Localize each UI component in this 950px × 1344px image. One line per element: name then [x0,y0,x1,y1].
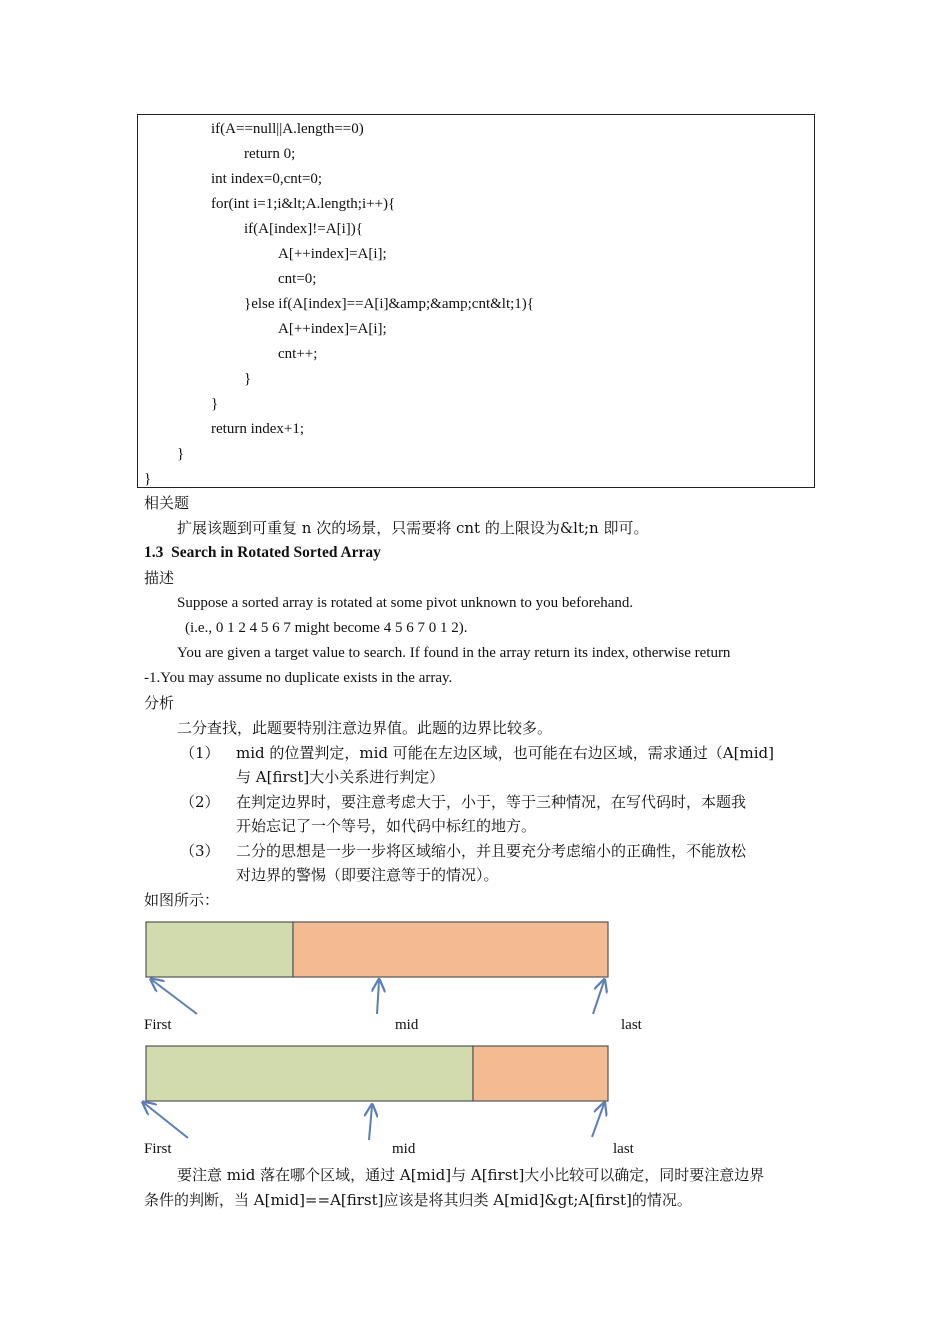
code-line: } [177,446,185,462]
fig2-mid-arrow [369,1106,372,1140]
fig2-mid-label: mid [392,1141,416,1157]
code-line: int index=0,cnt=0; [211,171,323,187]
fig1-left-segment [146,922,293,977]
code-line: }else if(A[index]==A[i]&amp;&amp;cnt&lt;1){ [244,296,534,312]
fig2-left-segment [146,1046,473,1101]
code-line: A[++index]=A[i]; [278,321,387,337]
fig1-last-arrow [593,981,604,1014]
analysis-item-text: 在判定边界时，要注意考虑大于，小于，等于三种情况，在写代码时，本题我 [236,793,747,811]
analysis-item-text: mid 的位置判定，mid 可能在左边区域，也可能在右边区域，需求通过（A[mid] [236,744,774,762]
fig1-mid-arrow [377,981,379,1014]
figure-caption: 如图所示： [144,891,220,909]
code-line: if(A[index]!=A[i]){ [244,221,363,237]
analysis-item-text: 开始忘记了一个等号，如代码中标红的地方。 [236,817,537,835]
fig2-right-segment [473,1046,608,1101]
related-heading: 相关题 [144,494,190,512]
analysis-heading: 分析 [144,694,175,712]
code-line: A[++index]=A[i]; [278,246,387,262]
analysis-item-number: （3） [180,842,220,860]
analysis-item-number: （1） [180,744,220,762]
code-line: for(int i=1;i&lt;A.length;i++){ [211,196,396,212]
description-paragraph: -1.You may assume no duplicate exists in the array. [144,670,453,686]
analysis-intro: 二分查找，此题要特别注意边界值。此题的边界比较多。 [177,719,553,737]
code-line: if(A==null||A.length==0) [211,121,364,137]
description-paragraph: Suppose a sorted array is rotated at some pivot unknown to you beforehand. [177,595,634,611]
fig2-last-arrow [592,1104,604,1137]
description-paragraph: You are given a target value to search. If found in the array return its index, otherwise return [177,645,731,661]
code-line: } [244,371,252,387]
related-text: 扩展该题到可重复 n 次的场景，只需要将 cnt 的上限设为&lt;n 即可。 [177,519,649,537]
fig1-last-label: last [621,1017,642,1033]
section-title [144,542,381,564]
fig1-right-segment [293,922,608,977]
description-example: (i.e., 0 1 2 4 5 6 7 might become 4 5 6 7 0 1 2). [185,620,468,636]
code-line: } [144,471,152,487]
conclusion-text: 条件的判断，当 A[mid]==A[first]应该是将其归类 A[mid]&gt;A[first]的情况。 [144,1191,692,1209]
fig2-first-label: First [144,1141,172,1157]
fig2-first-arrow [144,1103,188,1138]
fig1-first-arrow [152,980,197,1014]
section-number: 1.3 [144,544,164,561]
analysis-item-number: （2） [180,793,220,811]
analysis-item-text: 二分的思想是一步一步将区域缩小，并且要充分考虑缩小的正确性，不能放松 [236,842,747,860]
fig1-mid-label: mid [395,1017,419,1033]
code-line: return index+1; [211,421,305,437]
code-line: cnt=0; [278,271,317,287]
analysis-item-text: 对边界的警惕（即要注意等于的情况）。 [236,866,499,884]
code-line: } [211,396,219,412]
code-line: cnt++; [278,346,318,362]
code-line: return 0; [244,146,296,162]
analysis-item-text: 与 A[first]大小关系进行判定） [236,768,445,786]
section-name: Search in Rotated Sorted Array [171,544,381,561]
conclusion-text: 要注意 mid 落在哪个区域，通过 A[mid]与 A[first]大小比较可以确定，同时要注意边界 [177,1166,765,1184]
fig2-last-label: last [613,1141,634,1157]
fig1-first-label: First [144,1017,172,1033]
description-heading: 描述 [144,569,175,587]
